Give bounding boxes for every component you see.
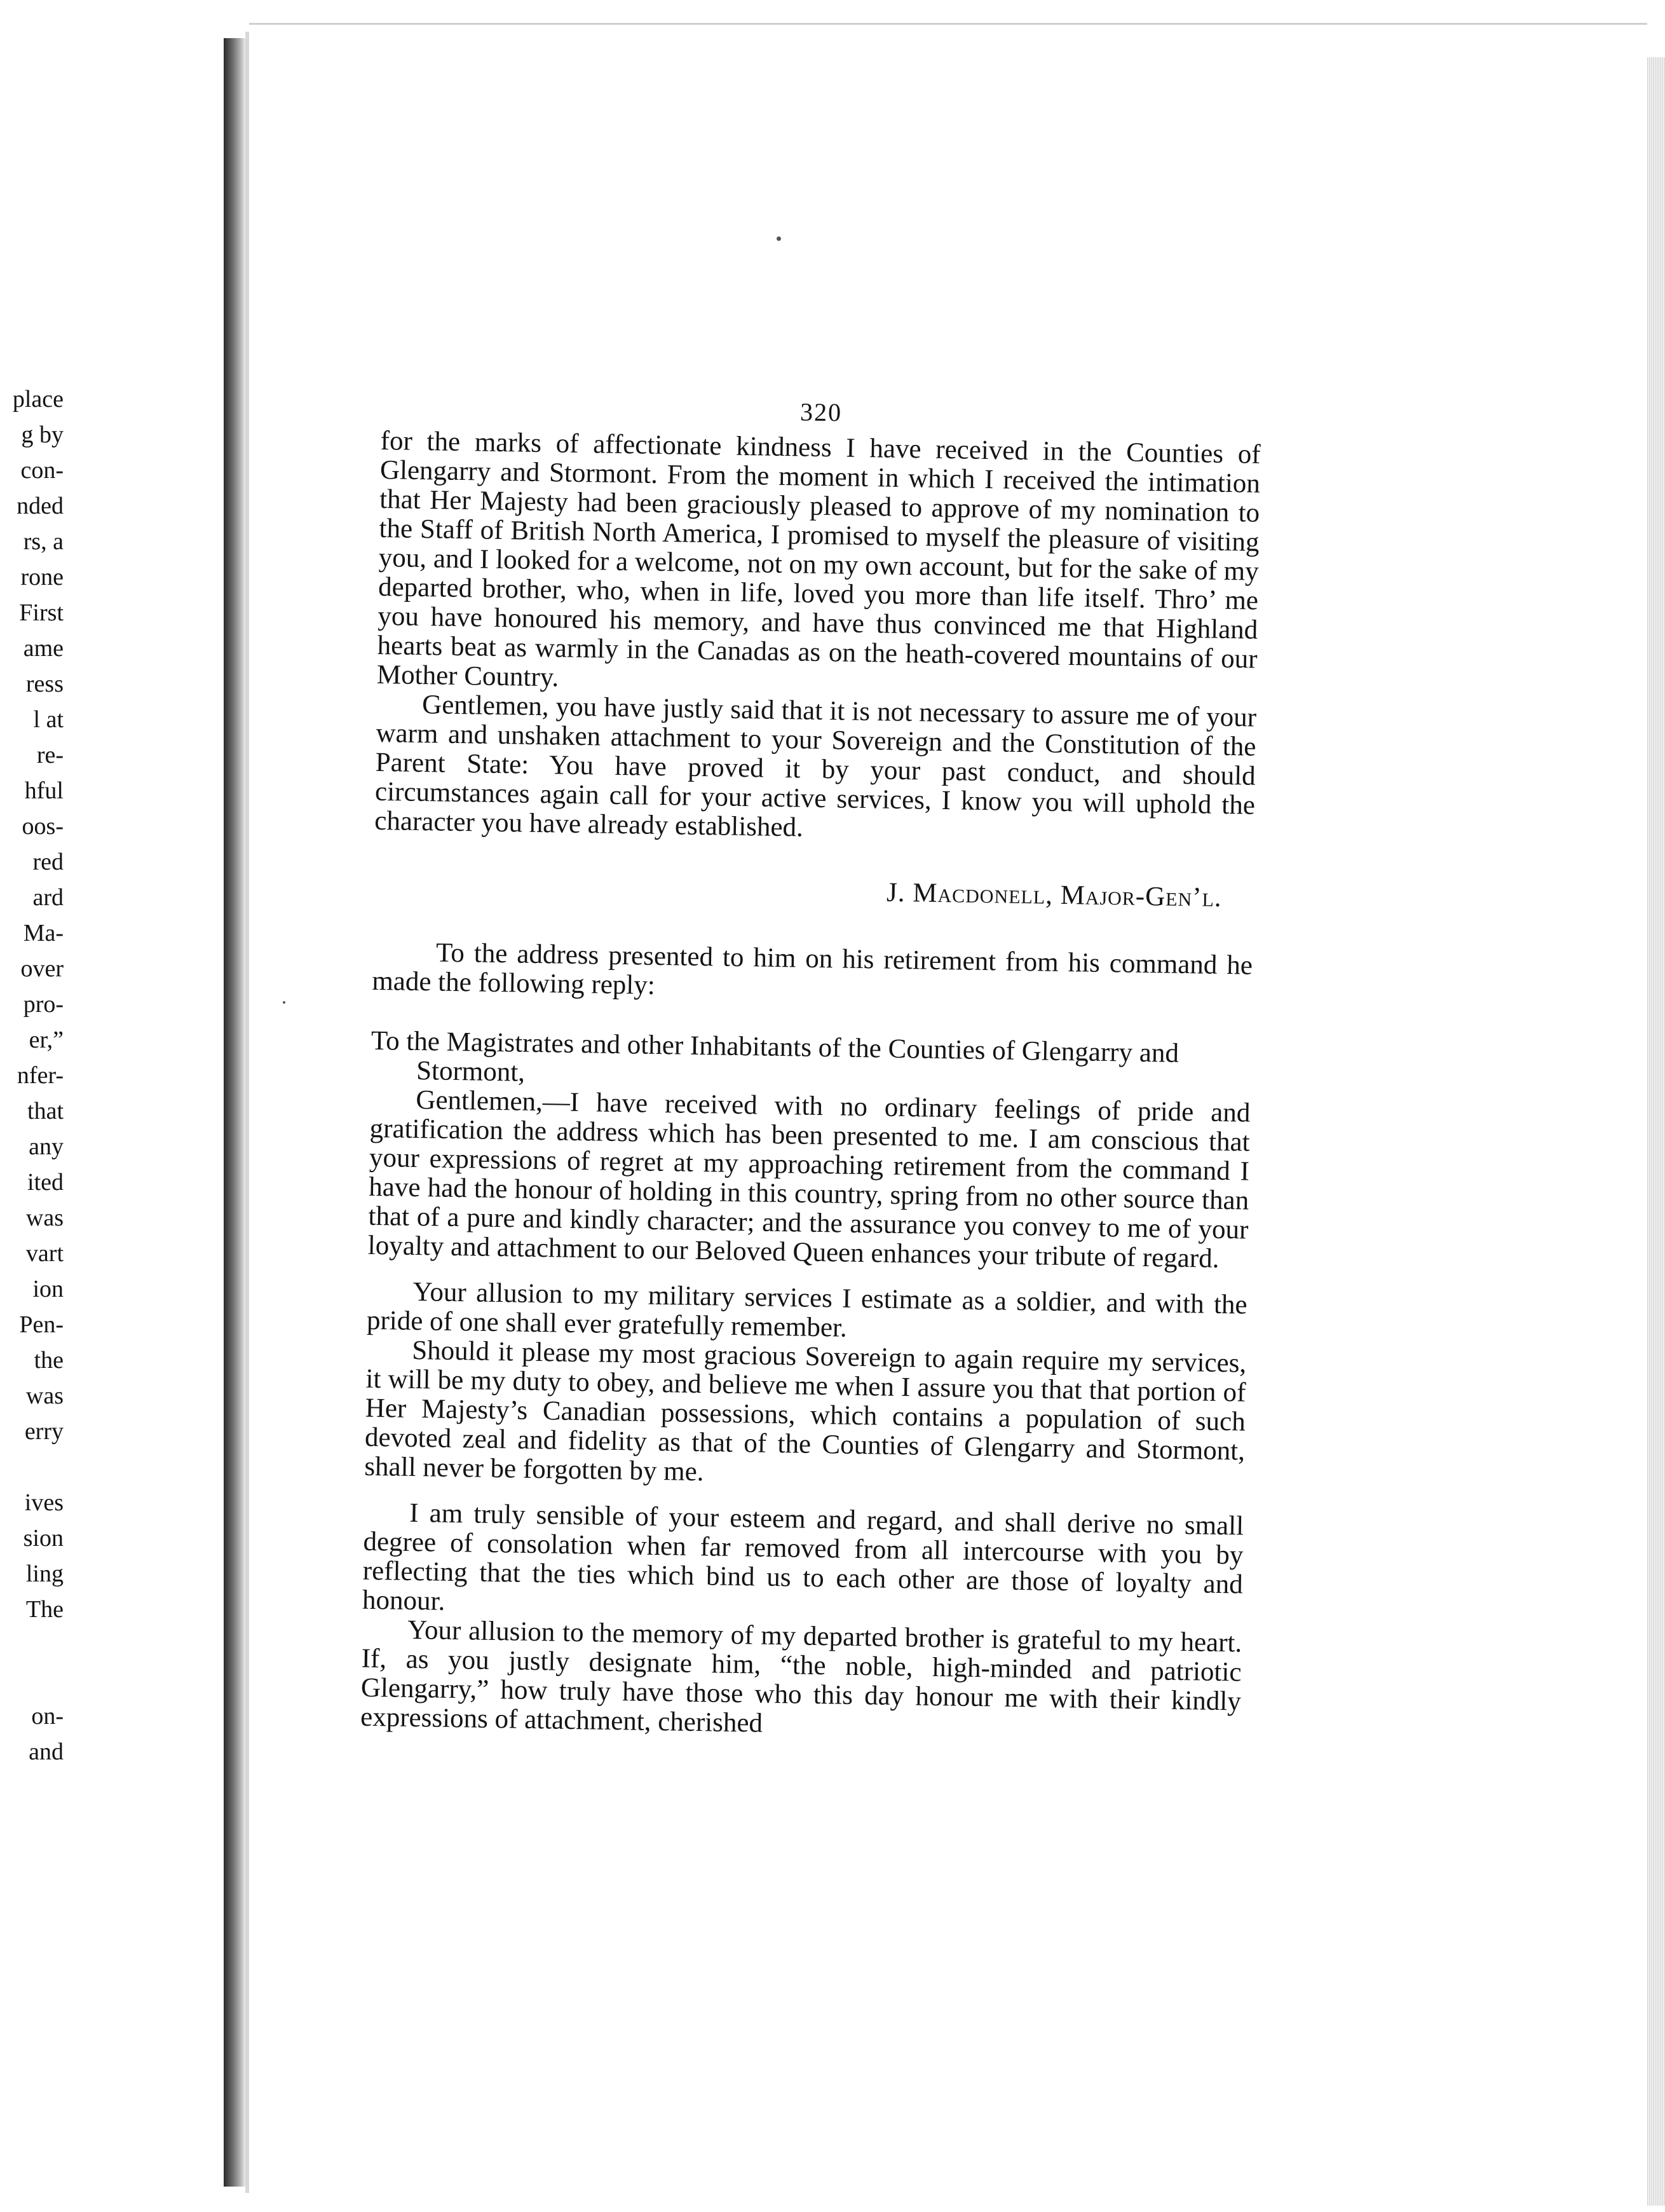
facing-page-line: The (25, 1596, 64, 1623)
facing-page-line: pro- (23, 991, 64, 1018)
facing-page-line: sion (23, 1525, 64, 1552)
facing-page-line: was (25, 1382, 64, 1409)
facing-page (0, 0, 216, 2212)
speck-mark (283, 1001, 285, 1004)
facing-page-line: ion (32, 1276, 64, 1302)
page-edges (1647, 57, 1665, 2206)
facing-page-line: con- (20, 457, 64, 484)
intro-paragraph: To the address presented to him on his retirement from his command he made the following reply: (372, 938, 1253, 1000)
facing-page-line: and (29, 1738, 64, 1765)
reply-paragraph: I am truly sensible of your esteem and regard, and shall derive no small degree of consolation when far removed from all intercourse with you by reflecting that the ties which bind us to each other are those of loyalty and honour. (362, 1498, 1244, 1616)
facing-page-line: red (32, 849, 64, 875)
facing-page-line: nded (17, 493, 64, 519)
facing-page-line: ress (25, 671, 64, 697)
page-number: 320 (799, 397, 843, 427)
reply-paragraph: Your allusion to the memory of my departed brother is grateful to my heart. If, as you justly designate him, “the noble, high-minded and patriotic Glengarry,” how truly have those who this day honour me with their kindly expressions of attachment, cherished (360, 1615, 1242, 1738)
speck-mark (777, 236, 781, 241)
facing-page-line: ame (23, 635, 64, 662)
facing-page-line: erry (24, 1418, 64, 1445)
facing-page-line: ives (24, 1489, 64, 1516)
facing-page-line: hful (24, 777, 64, 804)
book-gutter (224, 38, 245, 2187)
facing-page-line: oos- (22, 813, 64, 840)
facing-page-line: Ma- (23, 920, 64, 946)
signature: J. Macdonell, Major-Gen’l. (886, 877, 1223, 913)
paragraph: Gentlemen, you have justly said that it is not necessary to assure me of your warm and unshaken attachment to your Sovereign and the Constitution of the Parent State: You have proved it by your past conduct, and should circumstances again call for your active services, I know you will uphold the character you have already established. (374, 690, 1257, 843)
facing-page-line: place (12, 386, 64, 413)
facing-page-line: re- (36, 742, 64, 768)
facing-page-line: nfer- (17, 1062, 64, 1089)
facing-page-line: was (25, 1205, 64, 1231)
facing-page-line: ited (27, 1169, 64, 1196)
facing-page-line: vart (25, 1240, 64, 1267)
salutation: To the Magistrates and other Inhabitants of the Counties of Glengarry and Stormont, (370, 1025, 1179, 1088)
facing-page-line: that (27, 1098, 64, 1124)
facing-page-line: er,” (29, 1027, 64, 1053)
reply-paragraph: Your allusion to my military services I estimate as a soldier, and with the pride of one shall ever gratefully remember. (366, 1276, 1247, 1343)
facing-page-line: ard (32, 884, 64, 911)
facing-page-line: First (19, 599, 64, 626)
facing-page-line: any (29, 1133, 64, 1160)
facing-page-line: ling (25, 1560, 64, 1587)
facing-page-line: on- (31, 1703, 64, 1730)
page-text (360, 391, 1261, 1745)
facing-page-line: over (20, 955, 64, 982)
facing-page-line: l at (33, 706, 64, 733)
paragraph: for the marks of affectionate kindness I have received in the Counties of Glengarry and Stormont. From the moment in which I received the intimation that Her Majesty had been graciously pleased to approve of my nomination to the Staff of British North America, I promised to myself the pleasure of visiting you, and I looked for a welcome, not on my own account, but for the sake of my departed brother, who, when in life, loved you more than life itself. Thro’ me you have honoured his memory, and have thus convinced me that Highland hearts beat as warmly in the Canadas as on the heath-covered mountains of our Mother Country. (376, 425, 1261, 693)
reply-paragraph: Should it please my most gracious Sovereign to again require my services, it will be my duty to obey, and believe me when I assure you that that portion of Her Majesty’s Canadian possessions, which contains a population of such devoted zeal and fidelity as that of the Counties of Glengarry and Stormont, shall never be forgotten by me. (364, 1335, 1247, 1487)
facing-page-line: rone (20, 564, 64, 591)
facing-page-line: rs, a (23, 528, 64, 555)
facing-page-line: the (34, 1347, 64, 1374)
reply-paragraph: Gentlemen,—I have received with no ordinary feelings of pride and gratification the address which has been presented to me. I am conscious that your expressions of regret at my approaching retirement from the command I have had the honour of holding in this country, spring from no other source than that of a pure and kindly character; and the assurance you convey to me of your loyalty and attachment to our Beloved Queen enhances your tribute of regard. (367, 1084, 1251, 1274)
facing-page-line: Pen- (19, 1311, 64, 1338)
facing-page-line: g by (21, 421, 64, 448)
